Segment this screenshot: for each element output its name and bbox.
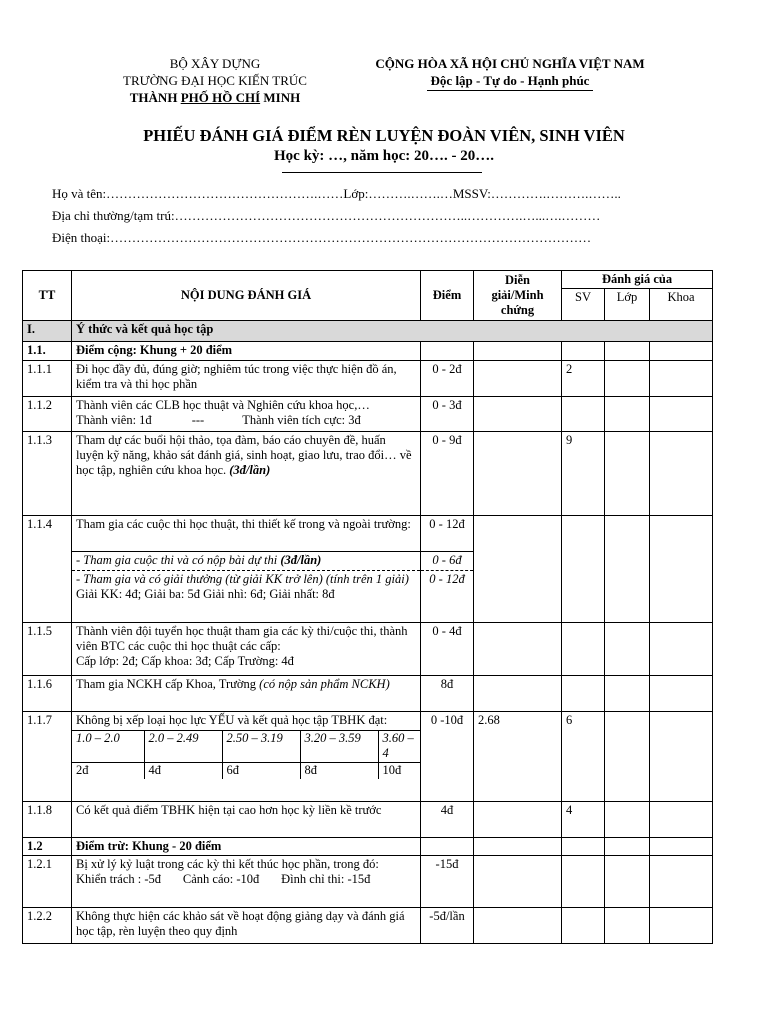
row-number: 1.1.2 (23, 397, 72, 432)
row-content: Bị xử lý kỷ luật trong các kỳ thi kết thúc học phần, trong đó: Khiển trách : -5đ Cảnh cáo: -10đ Đình chỉ thi: -15đ (72, 856, 421, 908)
row-content: Đi học đầy đủ, đúng giờ; nghiêm túc trong việc thực hiện đồ án, kiểm tra và thi học phần (72, 361, 421, 397)
sv-cell[interactable] (562, 397, 605, 432)
lop-cell[interactable] (605, 397, 650, 432)
col-header-eval-by: Đánh giá của (562, 271, 713, 289)
row-content: Có kết quả điểm TBHK hiện tại cao hơn học kỳ liền kề trước (72, 802, 421, 838)
row-subcontent: - Tham gia và có giải thưởng (từ giải KK trở lên) (tính trên 1 giải) Giải KK: 4đ; Giải ba: 5đ Giải nhì: 6đ; Giải nhất: 8đ (72, 571, 421, 623)
gpa-range: 3.20 – 3.59 (300, 731, 378, 763)
gpa-points: 8đ (300, 763, 378, 779)
col-header-content: NỘI DUNG ĐÁNH GIÁ (72, 271, 421, 321)
table-row (23, 397, 713, 432)
khoa-cell[interactable] (650, 432, 713, 516)
row-number: 1.1.4 (23, 516, 72, 623)
name-class-id-field[interactable]: Họ và tên:………………………………………….……Lớp:……….…….…MSSV:………….……….…….. (52, 186, 621, 201)
lop-cell[interactable] (605, 802, 650, 838)
sv-cell[interactable] (562, 342, 605, 361)
score-cell[interactable] (421, 838, 474, 856)
row-score: 0 - 3đ (421, 397, 474, 432)
sv-cell[interactable]: 2 (562, 361, 605, 397)
address-field[interactable]: Địa chỉ thường/tạm trú:…………………………………………………………..………….…...….……… (52, 208, 601, 223)
col-header-evidence: Diễn giải/Minh chứng (474, 271, 562, 321)
sv-cell[interactable] (562, 856, 605, 908)
issuer-block (100, 55, 330, 106)
row-score: 4đ (421, 802, 474, 838)
khoa-cell[interactable] (650, 838, 713, 856)
khoa-cell[interactable] (650, 516, 713, 623)
row-score: -5đ/lần (421, 908, 474, 944)
row-number: 1.1.8 (23, 802, 72, 838)
gpa-points: 6đ (222, 763, 300, 779)
row-score: 0 -10đ (421, 712, 474, 802)
form-title: PHIẾU ĐÁNH GIÁ ĐIỂM RÈN LUYỆN ĐOÀN VIÊN, SINH VIÊN (143, 126, 625, 145)
evidence-cell[interactable] (474, 802, 562, 838)
row-score: 0 - 12đ (421, 571, 474, 623)
row-number: 1.1.5 (23, 623, 72, 676)
row-number: 1.2.1 (23, 856, 72, 908)
lop-cell[interactable] (605, 908, 650, 944)
group-title: Điểm cộng: Khung + 20 điểm (72, 342, 421, 361)
sv-cell[interactable] (562, 676, 605, 712)
row-score: 0 - 12đ (421, 516, 474, 552)
khoa-cell[interactable] (650, 856, 713, 908)
gpa-points: 2đ (72, 763, 144, 779)
evidence-cell[interactable] (474, 432, 562, 516)
row-score: 0 - 4đ (421, 623, 474, 676)
group-row (23, 342, 713, 361)
group-row (23, 838, 713, 856)
evidence-cell[interactable] (474, 856, 562, 908)
title-underline (282, 172, 482, 173)
row-content: Tham gia NCKH cấp Khoa, Trường (có nộp sản phẩm NCKH) (72, 676, 421, 712)
gpa-scale-table (72, 730, 420, 779)
sv-cell[interactable] (562, 516, 605, 623)
ministry-name: BỘ XÂY DỰNG (169, 56, 261, 71)
col-header-tt: TT (23, 271, 72, 321)
col-header-khoa: Khoa (650, 289, 713, 321)
sv-cell[interactable]: 9 (562, 432, 605, 516)
row-score: 0 - 2đ (421, 361, 474, 397)
lop-cell[interactable] (605, 361, 650, 397)
group-number: 1.2 (23, 838, 72, 856)
group-title: Điểm trừ: Khung - 20 điểm (72, 838, 421, 856)
evidence-cell[interactable] (474, 342, 562, 361)
sv-cell[interactable]: 4 (562, 802, 605, 838)
gpa-points: 4đ (144, 763, 222, 779)
gpa-range: 3.60 – 4 (378, 731, 420, 763)
sv-cell[interactable] (562, 908, 605, 944)
sv-cell[interactable]: 6 (562, 712, 605, 802)
table-row (23, 712, 713, 802)
table-row (23, 676, 713, 712)
evidence-cell[interactable] (474, 676, 562, 712)
phone-field[interactable]: Điện thoại:………………………………………………………………………………………………… (52, 230, 592, 245)
table-row (23, 908, 713, 944)
evaluation-table (22, 270, 713, 944)
lop-cell[interactable] (605, 516, 650, 623)
evidence-cell[interactable] (474, 623, 562, 676)
evidence-cell[interactable] (474, 516, 562, 623)
group-number: 1.1. (23, 342, 72, 361)
lop-cell[interactable] (605, 342, 650, 361)
national-header (340, 55, 680, 91)
city-name: THÀNH PHỐ HỒ CHÍ MINH (129, 90, 301, 105)
row-content: Không bị xếp loại học lực YẾU và kết quả học tập TBHK đạt: 1.0 – 2.0 2.0 – 2.49 2.50 – 3.19 3.20 – 3.59 3.60 – 4 2đ 4đ 6đ 8đ 10đ (72, 712, 421, 802)
row-score: -15đ (421, 856, 474, 908)
evidence-cell[interactable] (474, 361, 562, 397)
khoa-cell[interactable] (650, 908, 713, 944)
row-score: 0 - 9đ (421, 432, 474, 516)
row-content: Không thực hiện các khảo sát về hoạt động giảng dạy và đánh giá học tập, rèn luyện theo quy định (72, 908, 421, 944)
table-row (23, 516, 713, 552)
gpa-range: 1.0 – 2.0 (72, 731, 144, 763)
row-subcontent: - Tham gia cuộc thi và có nộp bài dự thi (3đ/lần) (72, 552, 421, 571)
evidence-cell[interactable] (474, 838, 562, 856)
row-content: Thành viên đội tuyển học thuật tham gia các kỳ thi/cuộc thi, thành viên BTC các cuộc thi học thuật các cấp: Cấp lớp: 2đ; Cấp khoa: 3đ; Cấp Trường: 4đ (72, 623, 421, 676)
lop-cell[interactable] (605, 856, 650, 908)
table-row (23, 361, 713, 397)
row-number: 1.1.3 (23, 432, 72, 516)
lop-cell[interactable] (605, 623, 650, 676)
semester-line: Học kỳ: …, năm học: 20…. - 20…. (274, 148, 494, 164)
khoa-cell[interactable] (650, 342, 713, 361)
row-content: Tham gia các cuộc thi học thuật, thi thiết kế trong và ngoài trường: (72, 516, 421, 552)
university-name: TRƯỜNG ĐẠI HỌC KIẾN TRÚC (123, 73, 307, 88)
khoa-cell[interactable] (650, 712, 713, 802)
score-cell[interactable] (421, 342, 474, 361)
row-content: Thành viên các CLB học thuật và Nghiên cứu khoa học,… Thành viên: 1đ --- Thành viên tích cực: 3đ (72, 397, 421, 432)
lop-cell[interactable] (605, 712, 650, 802)
khoa-cell[interactable] (650, 623, 713, 676)
col-header-sv: SV (562, 289, 605, 321)
row-score: 8đ (421, 676, 474, 712)
row-score: 0 - 6đ (421, 552, 474, 571)
evidence-cell[interactable] (474, 397, 562, 432)
table-row (23, 802, 713, 838)
khoa-cell[interactable] (650, 802, 713, 838)
section-title: Ý thức và kết quả học tập (72, 321, 713, 342)
evidence-cell[interactable] (474, 908, 562, 944)
col-header-lop: Lớp (605, 289, 650, 321)
row-number: 1.1.1 (23, 361, 72, 397)
gpa-range: 2.0 – 2.49 (144, 731, 222, 763)
khoa-cell[interactable] (650, 361, 713, 397)
sv-cell[interactable] (562, 623, 605, 676)
gpa-points: 10đ (378, 763, 420, 779)
table-row (23, 856, 713, 908)
col-header-score: Điểm (421, 271, 474, 321)
section-row (23, 321, 713, 342)
lop-cell[interactable] (605, 432, 650, 516)
evidence-cell[interactable]: 2.68 (474, 712, 562, 802)
nation-name: CỘNG HÒA XÃ HỘI CHỦ NGHĨA VIỆT NAM (375, 56, 645, 71)
khoa-cell[interactable] (650, 676, 713, 712)
table-row (23, 432, 713, 516)
khoa-cell[interactable] (650, 397, 713, 432)
sv-cell[interactable] (562, 838, 605, 856)
table-row (23, 623, 713, 676)
gpa-range: 2.50 – 3.19 (222, 731, 300, 763)
lop-cell[interactable] (605, 838, 650, 856)
row-number: 1.2.2 (23, 908, 72, 944)
row-content: Tham dự các buổi hội thảo, tọa đàm, báo cáo chuyên đề, huấn luyện kỹ năng, khảo sát đánh giá, sinh hoạt, giao lưu, trao đổi… về học tập, nghiên cứu khoa học. (3đ/lần) (72, 432, 421, 516)
row-number: 1.1.6 (23, 676, 72, 712)
national-motto: Độc lập - Tự do - Hạnh phúc (427, 72, 594, 91)
lop-cell[interactable] (605, 676, 650, 712)
row-number: 1.1.7 (23, 712, 72, 802)
section-number: I. (23, 321, 72, 342)
